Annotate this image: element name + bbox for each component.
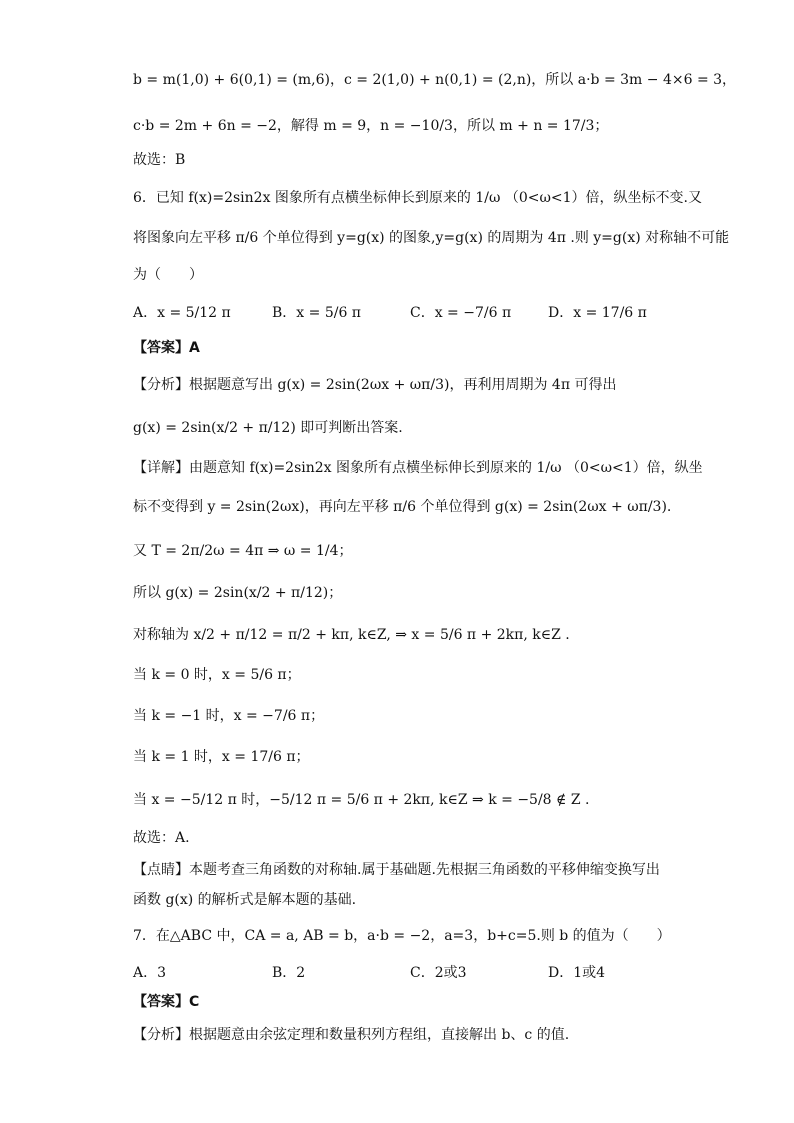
- text-line: 故选：B: [133, 152, 186, 168]
- detail-text: 所以 g(x) = 2sin(x/2 + π/12)；: [133, 585, 343, 601]
- option-c: C．2或3: [410, 965, 467, 981]
- comment-text: 【点睛】本题考查三角函数的对称轴.属于基础题.先根据三角函数的平移伸缩变换写出: [133, 862, 660, 878]
- option-a: A．x = 5/12 π: [133, 305, 231, 321]
- detail-text: 故选：A.: [133, 830, 190, 846]
- question-6-stem: 将图象向左平移 π/6 个单位得到 y=g(x) 的图象,y=g(x) 的周期为 4π .则 y=g(x) 对称轴不可能: [133, 230, 730, 246]
- analysis-text: 【分析】根据题意写出 g(x) = 2sin(2ωx + ωπ/3)，再利用周期为 4π 可得出: [133, 377, 617, 393]
- option-a: A．3: [133, 965, 167, 981]
- analysis-text: 【分析】根据题意由余弦定理和数量积列方程组，直接解出 b、c 的值.: [133, 1027, 570, 1043]
- detail-text: 【详解】由题意知 f(x)=2sin2x 图象所有点横坐标伸长到原来的 1/ω （0<ω<1）倍，纵坐: [133, 460, 703, 476]
- analysis-text: g(x) = 2sin(x/2 + π/12) 即可判断出答案.: [133, 420, 403, 436]
- option-b: B．x = 5/6 π: [272, 305, 361, 321]
- comment-text: 函数 g(x) 的解析式是解本题的基础.: [133, 892, 357, 908]
- detail-text: 对称轴为 x/2 + π/12 = π/2 + kπ, k∈Z, ⇒ x = 5/6 π + 2kπ, k∈Z .: [133, 627, 570, 643]
- text-line: b = m(1,0) + 6(0,1) = (m,6)，c = 2(1,0) + n(0,1) = (2,n)，所以 a·b = 3m − 4×6 = 3，: [133, 72, 737, 88]
- question-6-stem: 为（ ）: [133, 267, 203, 283]
- option-b: B．2: [272, 965, 306, 981]
- answer-label: 【答案】A: [133, 340, 200, 356]
- detail-text: 当 k = 0 时，x = 5/6 π；: [133, 667, 301, 683]
- question-7-stem: 7．在△ABC 中，CA = a, AB = b，a·b = −2，a=3，b+c=5.则 b 的值为（ ）: [133, 928, 671, 944]
- option-d: D．x = 17/6 π: [548, 305, 647, 321]
- text-line: c·b = 2m + 6n = −2，解得 m = 9，n = −10/3，所以 m + n = 17/3；: [133, 118, 609, 134]
- detail-text: 标不变得到 y = 2sin(2ωx)，再向左平移 π/6 个单位得到 g(x) = 2sin(2ωx + ωπ/3).: [133, 499, 672, 515]
- detail-text: 当 k = 1 时，x = 17/6 π；: [133, 749, 310, 765]
- detail-text: 当 k = −1 时，x = −7/6 π；: [133, 708, 325, 724]
- detail-text: 当 x = −5/12 π 时，−5/12 π = 5/6 π + 2kπ, k∈Z ⇒ k = −5/8 ∉ Z .: [133, 792, 590, 808]
- detail-text: 又 T = 2π/2ω = 4π ⇒ ω = 1/4；: [133, 543, 353, 559]
- answer-label: 【答案】C: [133, 994, 200, 1010]
- option-d: D．1或4: [548, 965, 606, 981]
- option-c: C．x = −7/6 π: [410, 305, 512, 321]
- question-6-stem: 6．已知 f(x)=2sin2x 图象所有点横坐标伸长到原来的 1/ω （0<ω<1）倍，纵坐标不变.又: [133, 190, 703, 206]
